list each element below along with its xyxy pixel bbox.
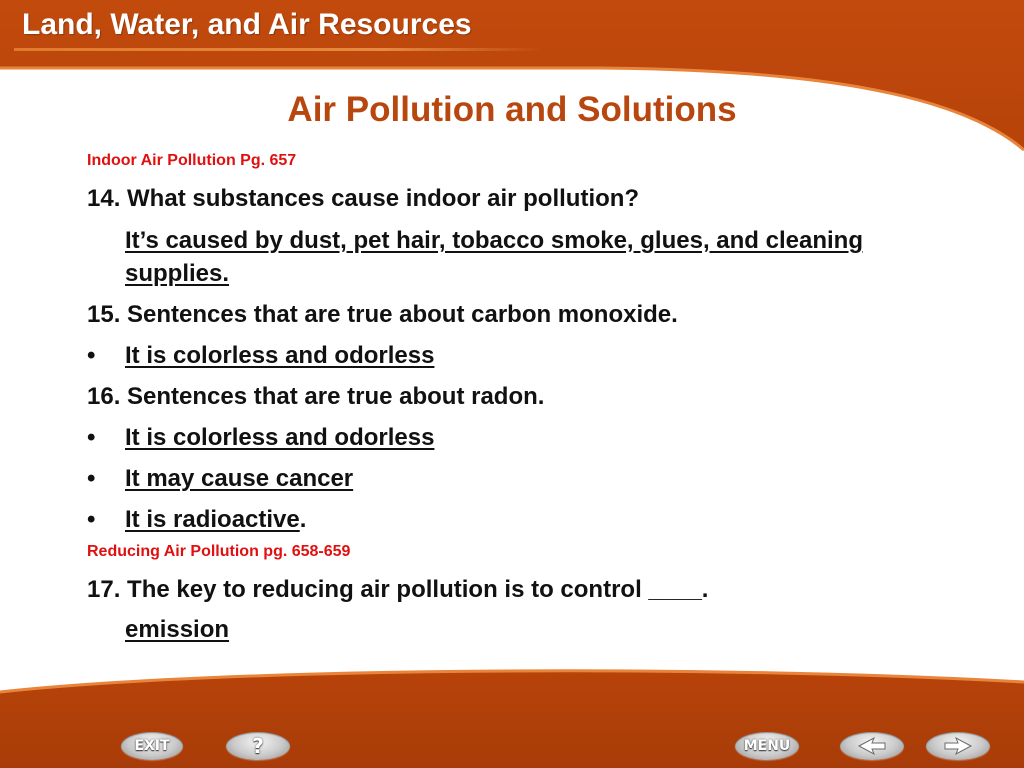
bullet-dot: •: [87, 342, 96, 369]
answer-16-text-3: It is radioactive: [125, 506, 300, 533]
answer-17: emission: [125, 616, 230, 643]
question-17: 17. The key to reducing air pollution is to control ____.: [87, 576, 709, 603]
answer-14: It’s caused by dust, pet hair, tobacco smoke, glues, and cleaning supplies.: [125, 227, 863, 287]
forward-button[interactable]: [926, 732, 990, 760]
answer-16-text-2: It may cause cancer: [125, 465, 354, 492]
help-label: ?: [252, 734, 264, 758]
section-heading-indoor: Indoor Air Pollution Pg. 657: [87, 152, 297, 169]
bullet-dot: •: [87, 465, 96, 492]
bullet-dot: •: [87, 506, 96, 533]
bullet-dot: •: [87, 424, 96, 451]
menu-button[interactable]: [735, 732, 799, 760]
question-14: 14. What substances cause indoor air pollution?: [87, 185, 640, 212]
section-heading-reducing: Reducing Air Pollution pg. 658-659: [87, 543, 351, 560]
back-button[interactable]: [840, 732, 904, 760]
help-button[interactable]: [226, 732, 290, 760]
header-title: Land, Water, and Air Resources: [22, 8, 472, 41]
exit-label: EXIT: [134, 738, 170, 754]
right-arrow-icon: [943, 737, 973, 755]
menu-label: MENU: [743, 738, 791, 754]
answer-16-period: .: [299, 506, 307, 533]
question-16: 16. Sentences that are true about radon.: [87, 383, 545, 410]
left-arrow-icon: [857, 737, 887, 755]
header-divider: [14, 48, 544, 51]
exit-button[interactable]: [121, 732, 183, 760]
question-15: 15. Sentences that are true about carbon monoxide.: [87, 301, 678, 328]
answer-15-text: It is colorless and odorless: [125, 342, 435, 369]
answer-16-text-1: It is colorless and odorless: [125, 424, 435, 451]
slide-title: Air Pollution and Solutions: [287, 90, 737, 129]
